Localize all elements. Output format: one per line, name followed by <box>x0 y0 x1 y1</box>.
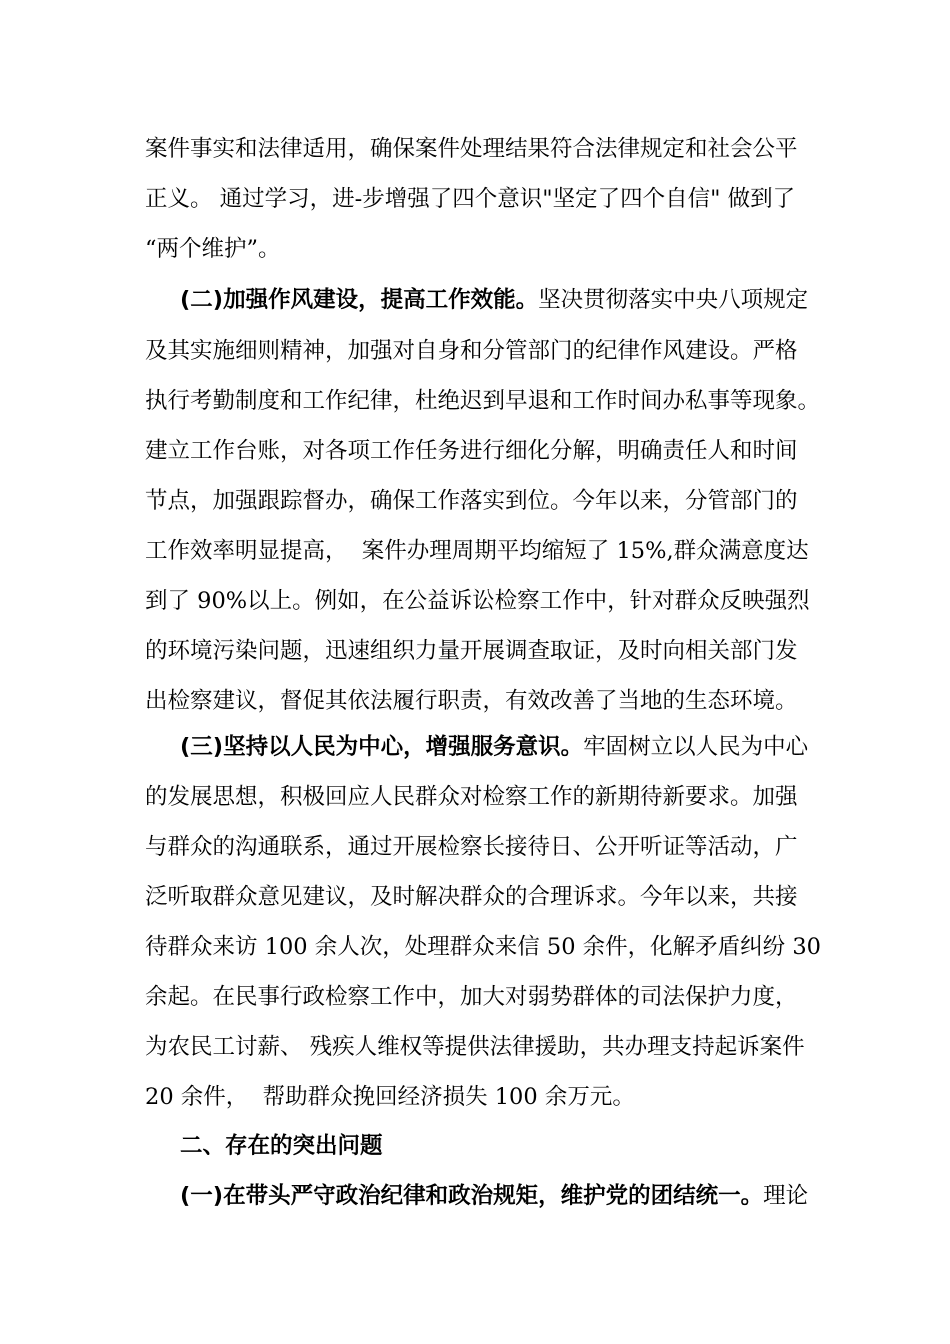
text-line: 为农民工讨薪、 残疾人维权等提供法律援助，共办理支持起诉案件 <box>145 1034 805 1060</box>
text-run: 牢固树立以人民为中心 <box>583 734 809 760</box>
text-line: 的发展思想，积极回应人民群众对检察工作的新期待新要求。加强 <box>145 784 798 810</box>
paragraph-first-line <box>180 1171 808 1221</box>
text-line: 正义。 通过学习，进-步增强了四个意识"坚定了四个自信" 做到了 <box>145 186 796 212</box>
section-heading: (一)在带头严守政治纪律和政治规矩，维护党的团结统一。 <box>180 1183 764 1209</box>
paragraph-first-line <box>180 275 808 325</box>
text-line: 余起。在民事行政检察工作中，加大对弱势群体的司法保护力度， <box>145 984 798 1010</box>
text-line: 泛听取群众意见建议，及时解决群众的合理诉求。今年以来，共接 <box>145 884 798 910</box>
text-line: 20 余件， 帮助群众挽回经济损失 100 余万元。 <box>145 1084 635 1110</box>
text-run: 理论 <box>763 1183 809 1209</box>
text-line: 工作效率明显提高， 案件办理周期平均缩短了 15%,群众满意度达 <box>145 538 809 564</box>
text-line: “两个维护”。 <box>145 236 281 262</box>
paragraph-first-line <box>180 722 808 772</box>
text-line: 出检察建议，督促其依法履行职责，有效改善了当地的生态环境。 <box>145 688 798 714</box>
text-line: 待群众来访 100 余人次，处理群众来信 50 余件，化解矛盾纠纷 30 <box>145 934 821 960</box>
text-run: 坚决贯彻落实中央八项规定 <box>538 287 809 313</box>
section-heading: (二)加强作风建设，提高工作效能。 <box>180 287 539 313</box>
text-line: 案件事实和法律适用，确保案件处理结果符合法律规定和社会公平 <box>145 136 798 162</box>
text-line: 及其实施细则精神，加强对自身和分管部门的纪律作风建设。严格 <box>145 338 798 364</box>
text-line: 节点，加强跟踪督办，确保工作落实到位。今年以来，分管部门的 <box>145 488 798 514</box>
text-line: 建立工作台账，对各项工作任务进行细化分解，明确责任人和时间 <box>145 438 798 464</box>
text-line: 到了 90%以上。例如，在公益诉讼检察工作中，针对群众反映强烈 <box>145 588 810 614</box>
text-line: 执行考勤制度和工作纪律，杜绝迟到早退和工作时间办私事等现象。 <box>145 388 821 414</box>
text-line: 的环境污染问题，迅速组织力量开展调查取证，及时向相关部门发 <box>145 638 798 664</box>
section-title: 二、存在的突出问题 <box>180 1133 383 1159</box>
text-line: 与群众的沟通联系，通过开展检察长接待日、公开听证等活动，广 <box>145 834 798 860</box>
section-heading: (三)坚持以人民为中心，增强服务意识。 <box>180 734 584 760</box>
